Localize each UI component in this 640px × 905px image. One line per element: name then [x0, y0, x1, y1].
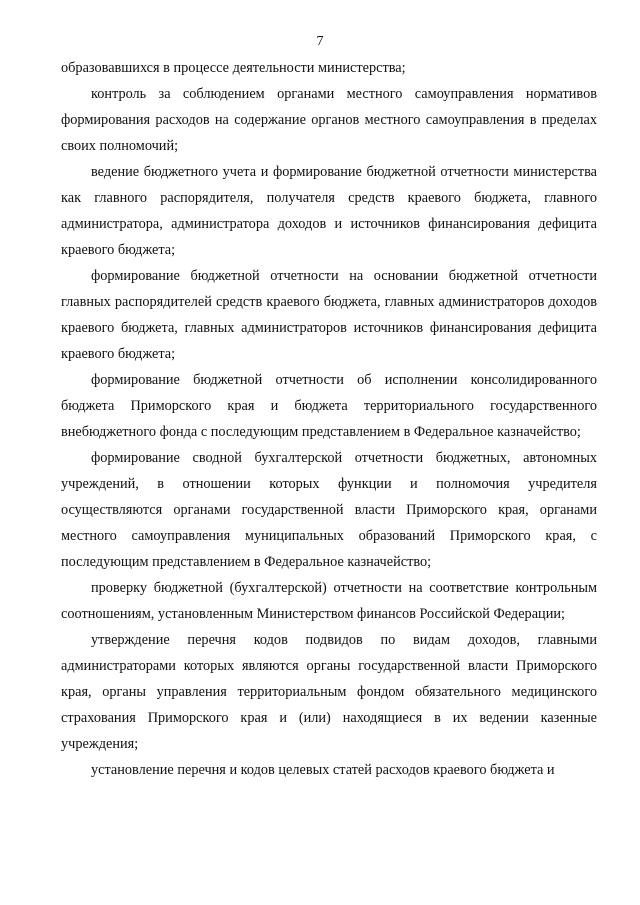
paragraph-expenditure-codes: установление перечня и кодов целевых статей расходов краевого бюджета и	[91, 762, 555, 778]
paragraph-budget-reporting-basis: формирование бюджетной отчетности на основании бюджетной отчетности главных распорядителей средств краевого бюджета, главных администраторов доходов краевого бюджета, главных администраторов источников финансирования дефицита краевого бюджета;	[61, 268, 597, 362]
paragraph-budget-accounting: ведение бюджетного учета и формирование бюджетной отчетности министерства как главного распорядителя, получателя средств краевого бюджета, главного администратора, администратора доходов и источников финансирования дефицита краевого бюджета;	[61, 164, 597, 258]
paragraph-local-government-control: контроль за соблюдением органами местного самоуправления нормативов формирования расходов на содержание органов местного самоуправления в пределах своих полномочий;	[61, 86, 597, 154]
paragraph-revenue-subtype-codes: утверждение перечня кодов подвидов по видам доходов, главными администраторами которых являются органы государственной власти Приморского края, органы управления территориальным фондом обязательного медицинского страхования Приморского края и (или) находящиеся в их ведении казенные учреждения;	[61, 632, 597, 752]
page-number: 7	[316, 34, 324, 49]
paragraph-consolidated-budget-reporting: формирование бюджетной отчетности об исполнении консолидированного бюджета Приморского края и бюджета территориального государственного внебюджетного фонда с последующим представлением в Федеральное казначейство;	[61, 372, 597, 440]
paragraph-continuation: образовавшихся в процессе деятельности министерства;	[61, 60, 406, 76]
paragraph-reporting-verification: проверку бюджетной (бухгалтерской) отчетности на соответствие контрольным соотношениям, установленным Министерством финансов Российской Федерации;	[61, 580, 597, 622]
document-body	[61, 55, 597, 783]
paragraph-consolidated-accounting-reporting: формирование сводной бухгалтерской отчетности бюджетных, автономных учреждений, в отношении которых функции и полномочия учредителя осуществляются органами государственной власти Приморского края, органами местного самоуправления муниципальных образований Приморского края, с последующим представлением в Федеральное казначейство;	[61, 450, 597, 570]
